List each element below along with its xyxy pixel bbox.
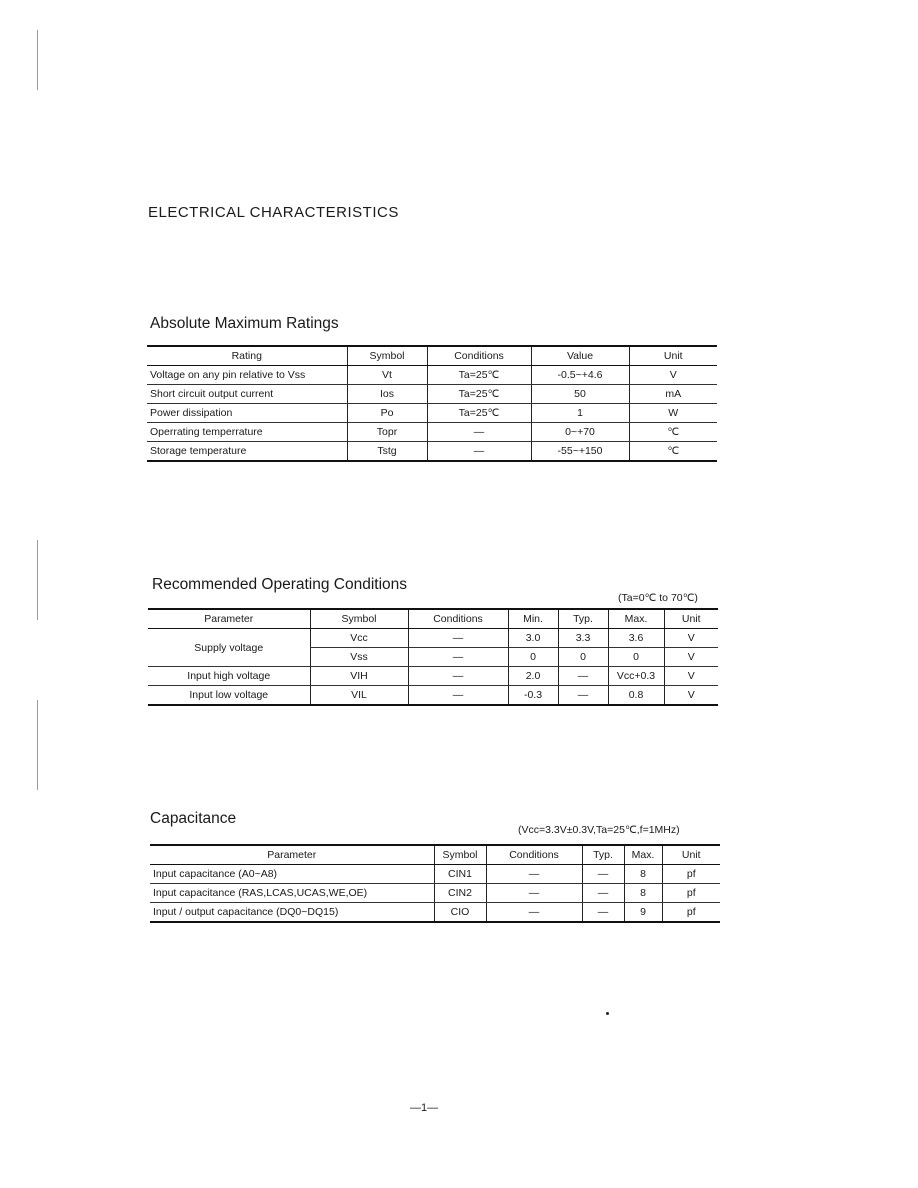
table-row: [147, 442, 717, 462]
cell-parameter: Input low voltage: [148, 686, 310, 706]
table-row: [150, 865, 720, 884]
cell-typ: —: [558, 667, 608, 686]
cell-rating: Short circuit output current: [147, 385, 347, 404]
cell-max: 0.8: [608, 686, 664, 706]
cell-unit: mA: [629, 385, 717, 404]
cell-conditions: —: [408, 629, 508, 648]
cell-symbol: Tstg: [347, 442, 427, 462]
table-header-row: [148, 609, 718, 629]
roc-title: Recommended Operating Conditions: [152, 576, 408, 593]
page-title: ELECTRICAL CHARACTERISTICS: [148, 204, 399, 221]
cell-conditions: —: [408, 686, 508, 706]
cap-note: (Vcc=3.3V±0.3V,Ta=25℃,f=1MHz): [518, 824, 680, 836]
table-row: [147, 366, 717, 385]
col-header-rating: Rating: [147, 346, 347, 366]
cell-symbol: VIL: [310, 686, 408, 706]
col-header-max: Max.: [624, 845, 662, 865]
col-header-conditions: Conditions: [408, 609, 508, 629]
cell-parameter: Input capacitance (A0~A8): [150, 865, 434, 884]
cell-symbol: Po: [347, 404, 427, 423]
cell-symbol: Vss: [310, 648, 408, 667]
col-header-conditions: Conditions: [427, 346, 531, 366]
cell-min: 2.0: [508, 667, 558, 686]
cell-rating: Power dissipation: [147, 404, 347, 423]
cell-unit: pf: [662, 884, 720, 903]
cell-typ: —: [558, 686, 608, 706]
cell-symbol: Topr: [347, 423, 427, 442]
cell-conditions: —: [486, 903, 582, 923]
cell-value: 0~+70: [531, 423, 629, 442]
cell-symbol: VIH: [310, 667, 408, 686]
cell-unit: pf: [662, 903, 720, 923]
cell-parameter: Input / output capacitance (DQ0~DQ15): [150, 903, 434, 923]
table-row: [147, 404, 717, 423]
cell-unit: V: [629, 366, 717, 385]
scan-margin-line: [37, 30, 38, 90]
table-header-row: [147, 346, 717, 366]
scan-margin-line: [37, 540, 38, 620]
table-row: [147, 423, 717, 442]
scan-speck: [606, 1012, 609, 1015]
cell-max: 9: [624, 903, 662, 923]
cell-parameter: Input capacitance (RAS,LCAS,UCAS,WE,OE): [150, 884, 434, 903]
col-header-typ: Typ.: [582, 845, 624, 865]
table-row: [147, 385, 717, 404]
cell-conditions: —: [486, 865, 582, 884]
cell-value: -55~+150: [531, 442, 629, 462]
table-header-row: [150, 845, 720, 865]
table-row: [150, 903, 720, 923]
cell-typ: 0: [558, 648, 608, 667]
table-row: [148, 667, 718, 686]
cell-conditions: —: [486, 884, 582, 903]
cell-typ: —: [582, 903, 624, 923]
cell-unit: W: [629, 404, 717, 423]
cell-value: -0.5~+4.6: [531, 366, 629, 385]
cell-unit: V: [664, 686, 718, 706]
cell-symbol: CIO: [434, 903, 486, 923]
cell-symbol: Ios: [347, 385, 427, 404]
roc-note: (Ta=0℃ to 70℃): [618, 592, 698, 604]
col-header-conditions: Conditions: [486, 845, 582, 865]
col-header-unit: Unit: [629, 346, 717, 366]
cap-title: Capacitance: [150, 810, 237, 827]
cell-unit: V: [664, 648, 718, 667]
cell-value: 1: [531, 404, 629, 423]
cell-conditions: —: [427, 423, 531, 442]
cell-max: 3.6: [608, 629, 664, 648]
cell-max: 8: [624, 865, 662, 884]
col-header-unit: Unit: [662, 845, 720, 865]
cell-rating: Voltage on any pin relative to Vss: [147, 366, 347, 385]
cell-rating: Operrating temperrature: [147, 423, 347, 442]
cell-unit: V: [664, 629, 718, 648]
col-header-symbol: Symbol: [310, 609, 408, 629]
cell-value: 50: [531, 385, 629, 404]
cell-conditions: Ta=25℃: [427, 385, 531, 404]
col-header-value: Value: [531, 346, 629, 366]
cell-min: 0: [508, 648, 558, 667]
cell-parameter: Input high voltage: [148, 667, 310, 686]
cell-conditions: Ta=25℃: [427, 404, 531, 423]
cell-parameter-supply-voltage: Supply voltage: [148, 629, 310, 667]
cell-max: Vcc+0.3: [608, 667, 664, 686]
cell-unit: pf: [662, 865, 720, 884]
cell-min: 3.0: [508, 629, 558, 648]
cell-conditions: —: [427, 442, 531, 462]
scan-margin-line: [37, 700, 38, 790]
cell-symbol: Vcc: [310, 629, 408, 648]
cell-typ: 3.3: [558, 629, 608, 648]
col-header-typ: Typ.: [558, 609, 608, 629]
cell-unit: ℃: [629, 423, 717, 442]
table-row: [148, 686, 718, 706]
cell-rating: Storage temperature: [147, 442, 347, 462]
cell-max: 0: [608, 648, 664, 667]
cell-symbol: CIN1: [434, 865, 486, 884]
cell-symbol: CIN2: [434, 884, 486, 903]
col-header-symbol: Symbol: [434, 845, 486, 865]
cell-unit: ℃: [629, 442, 717, 462]
cell-symbol: Vt: [347, 366, 427, 385]
page-number: —1—: [410, 1102, 439, 1114]
col-header-parameter: Parameter: [150, 845, 434, 865]
col-header-max: Max.: [608, 609, 664, 629]
cell-max: 8: [624, 884, 662, 903]
cell-conditions: —: [408, 648, 508, 667]
cell-conditions: Ta=25℃: [427, 366, 531, 385]
col-header-parameter: Parameter: [148, 609, 310, 629]
amr-title: Absolute Maximum Ratings: [150, 315, 339, 332]
table-row: [148, 629, 718, 648]
table-row: [150, 884, 720, 903]
col-header-unit: Unit: [664, 609, 718, 629]
cell-typ: —: [582, 884, 624, 903]
col-header-symbol: Symbol: [347, 346, 427, 366]
roc-table: [148, 608, 718, 706]
cell-typ: —: [582, 865, 624, 884]
cap-table: [150, 844, 720, 923]
cell-conditions: —: [408, 667, 508, 686]
cell-unit: V: [664, 667, 718, 686]
amr-table: [147, 345, 717, 462]
col-header-min: Min.: [508, 609, 558, 629]
cell-min: -0.3: [508, 686, 558, 706]
